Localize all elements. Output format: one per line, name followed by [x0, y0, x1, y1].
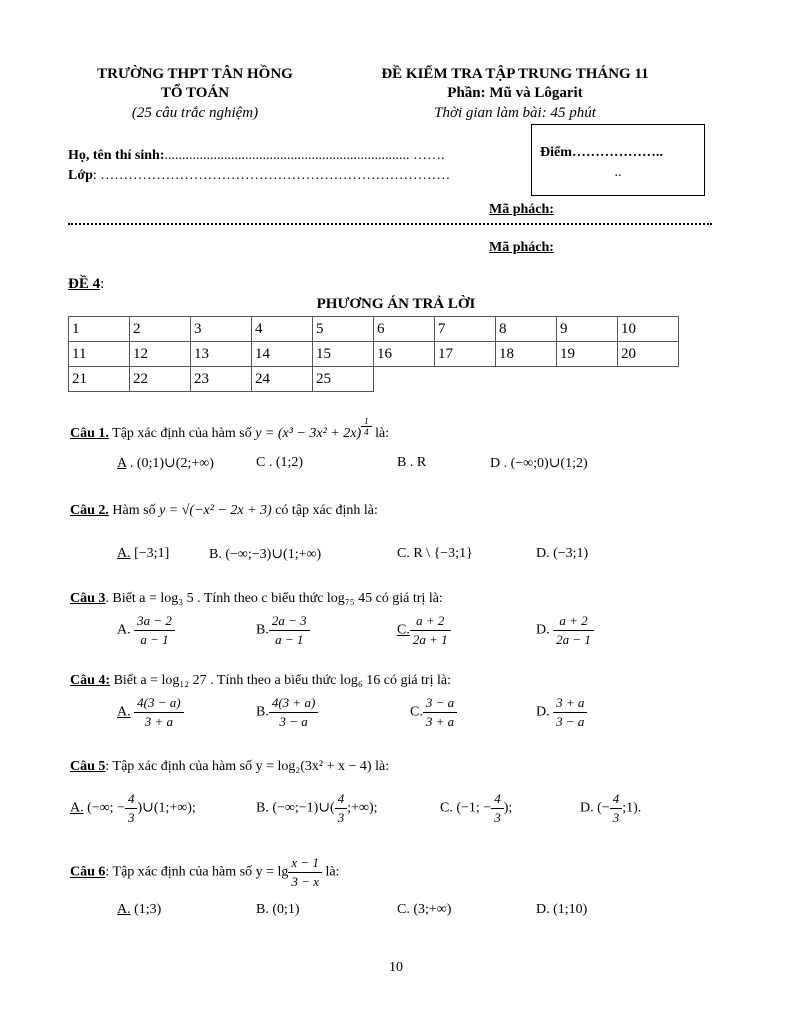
- answer-cell[interactable]: 9: [557, 317, 618, 342]
- answer-cell[interactable]: 10: [618, 317, 679, 342]
- exam-part: Phần: Mũ và Lôgarit: [447, 85, 583, 101]
- answer-cell[interactable]: 22: [130, 367, 191, 392]
- answer-cell[interactable]: 8: [496, 317, 557, 342]
- cut-line: [68, 223, 712, 225]
- answer-cell[interactable]: 12: [130, 342, 191, 367]
- q1-option-a[interactable]: A . (0;1)∪(2;+∞): [117, 456, 214, 471]
- q1-option-b[interactable]: B . R: [397, 455, 427, 470]
- answer-cell[interactable]: 19: [557, 342, 618, 367]
- q2-option-d[interactable]: D. (−3;1): [536, 546, 589, 561]
- page-number: 10: [389, 960, 403, 975]
- score-dots: ..: [614, 165, 622, 180]
- answer-empty: [374, 367, 679, 392]
- q5-option-c[interactable]: C. (−1; − $\frac{4}{3}$ );: [440, 791, 513, 825]
- department-name: TỔ TOÁN: [160, 85, 230, 101]
- answer-cell[interactable]: 20: [618, 342, 679, 367]
- answer-cell[interactable]: 17: [435, 342, 496, 367]
- q2-option-c[interactable]: C. R \ {−3;1}: [397, 546, 473, 561]
- student-class-label: Lớp: [68, 168, 93, 183]
- q4-option-b[interactable]: B. $\frac{4(3 + a)}{3 - a}$: [256, 694, 318, 731]
- q3-option-c[interactable]: C. $\frac{a + 2}{2a + 1}$: [397, 612, 451, 649]
- answer-cell[interactable]: 25: [313, 367, 374, 392]
- q4-option-c[interactable]: C. $\frac{3 - a}{3 + a}$: [410, 694, 457, 731]
- q6-fraction: $\frac{x - 1}{3 - x}$: [288, 854, 322, 891]
- q1-exponent: $\frac{1}{4}$: [361, 416, 372, 437]
- q1-option-d[interactable]: D . (−∞;0)∪(1;2): [490, 456, 588, 471]
- student-name-label: Họ, tên thí sinh:: [68, 148, 165, 163]
- q6-option-c[interactable]: C. (3;+∞): [397, 902, 452, 917]
- score-box: [531, 124, 705, 196]
- answer-row: [69, 342, 679, 367]
- q1-option-c[interactable]: C . (1;2): [256, 455, 304, 470]
- answer-cell[interactable]: 6: [374, 317, 435, 342]
- student-name-line: [68, 148, 444, 164]
- question-6: Câu 6: Tập xác định của hàm số y = lg $\frac{x - 1}{3 - x}$ là:: [70, 855, 340, 889]
- answer-cell[interactable]: 24: [252, 367, 313, 392]
- answer-cell[interactable]: 2: [130, 317, 191, 342]
- answer-cell[interactable]: 3: [191, 317, 252, 342]
- answer-row: [69, 367, 679, 392]
- answer-row: [69, 317, 679, 342]
- question-3: Câu 3. Biết a = log₃ 5 . Tính theo c biểu thức log₇₅ 45 có giá trị là:: [70, 591, 443, 606]
- q6-option-a[interactable]: A. (1;3): [117, 902, 162, 917]
- answer-cell[interactable]: 16: [374, 342, 435, 367]
- q6-option-d[interactable]: D. (1;10): [536, 902, 588, 917]
- answer-cell[interactable]: 4: [252, 317, 313, 342]
- answer-cell[interactable]: 18: [496, 342, 557, 367]
- q2-option-b[interactable]: B. (−∞;−3)∪(1;+∞): [209, 547, 322, 562]
- answer-table: [68, 316, 679, 392]
- q3-option-d[interactable]: D. $\frac{a + 2}{2a - 1}$: [536, 612, 594, 649]
- q6-option-b[interactable]: B. (0;1): [256, 902, 300, 917]
- answer-cell[interactable]: 23: [191, 367, 252, 392]
- question-2: Câu 2. Hàm số y = √(−x² − 2x + 3) có tập xác định là:: [70, 503, 378, 518]
- q5-option-a[interactable]: A. (−∞; − $\frac{4}{3}$ )∪(1;+∞);: [70, 791, 196, 825]
- student-class-line: [68, 168, 450, 184]
- exam-title: ĐỀ KIỂM TRA TẬP TRUNG THÁNG 11: [381, 66, 649, 82]
- exam-duration: Thời gian làm bài: 45 phút: [434, 105, 596, 121]
- answer-cell[interactable]: 7: [435, 317, 496, 342]
- q5-option-b[interactable]: B. (−∞;−1)∪( $\frac{4}{3}$ ;+∞);: [256, 791, 378, 825]
- question-4: Câu 4: Biết a = log₁₂ 27 . Tính theo a biểu thức log₆ 16 có giá trị là:: [70, 673, 451, 688]
- ma-phach-bottom: Mã phách:: [489, 240, 554, 255]
- student-class-dots: : …………………………………………………………………: [92, 168, 451, 183]
- q3-option-b[interactable]: B. $\frac{2a - 3}{a - 1}$: [256, 612, 310, 649]
- answer-cell[interactable]: 13: [191, 342, 252, 367]
- answer-cell[interactable]: 1: [69, 317, 130, 342]
- answer-cell[interactable]: 15: [313, 342, 374, 367]
- answer-cell[interactable]: 11: [69, 342, 130, 367]
- student-name-dots: ...................................................................... …….: [164, 148, 445, 163]
- answer-title: PHƯƠNG ÁN TRẢ LỜI: [316, 296, 476, 312]
- score-label: Điểm………………..: [540, 145, 663, 160]
- answer-cell[interactable]: 14: [252, 342, 313, 367]
- q4-option-a[interactable]: A. $\frac{4(3 - a)}{3 + a}$: [117, 694, 184, 731]
- question-count-note: (25 câu trắc nghiệm): [131, 105, 259, 121]
- school-name: TRƯỜNG THPT TÂN HỒNG: [97, 66, 293, 82]
- ma-phach-top: Mã phách:: [489, 202, 554, 217]
- de-label: ĐỀ 4:: [68, 276, 105, 292]
- q5-option-d[interactable]: D. (− $\frac{4}{3}$ ;1).: [580, 791, 642, 825]
- question-5: Câu 5: Tập xác định của hàm số y = log₂(3x² + x − 4) là:: [70, 759, 390, 774]
- answer-cell[interactable]: 21: [69, 367, 130, 392]
- answer-cell[interactable]: 5: [313, 317, 374, 342]
- q2-option-a[interactable]: A. [−3;1]: [117, 546, 170, 561]
- q3-option-a[interactable]: A. $\frac{3a - 2}{a - 1}$: [117, 612, 175, 649]
- q4-option-d[interactable]: D. $\frac{3 + a}{3 - a}$: [536, 694, 587, 731]
- question-1: Câu 1. Tập xác định của hàm số y = (x³ − 3x² + 2x) $\frac{1}{4}$ là:: [70, 416, 390, 441]
